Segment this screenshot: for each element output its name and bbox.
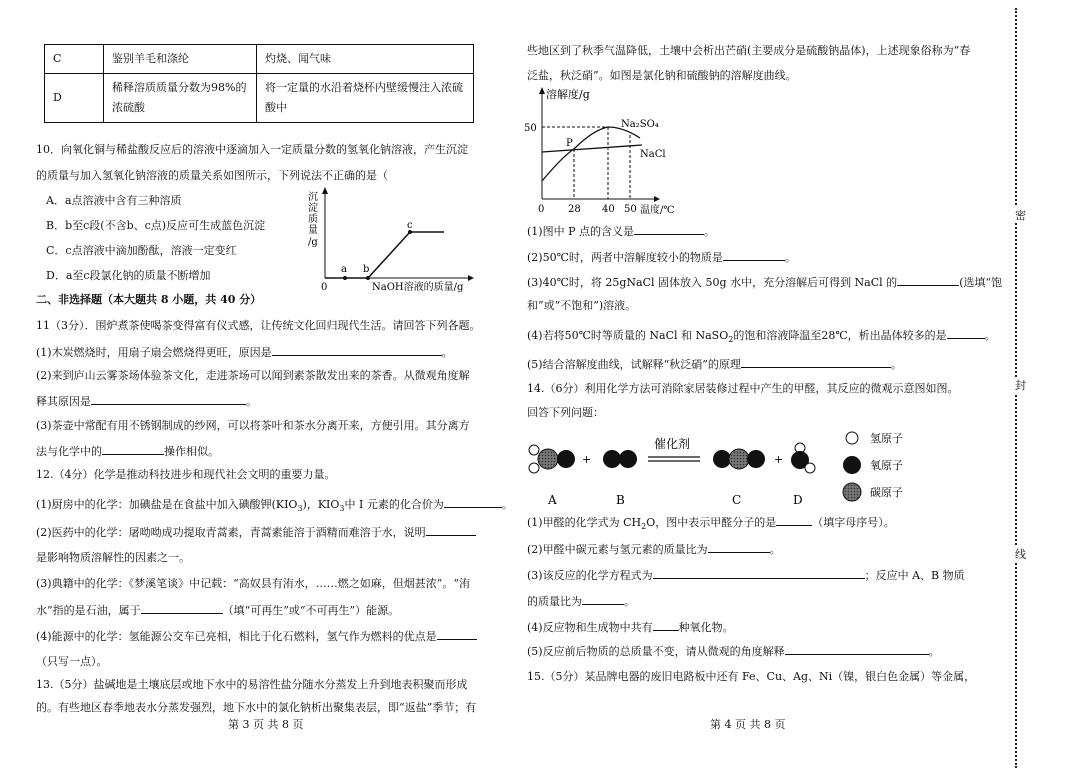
- table-cell: [257, 74, 474, 123]
- q14-part2-text: (2)甲醛中碳元素与氢元素的质量比为: [527, 543, 708, 556]
- q10-stem-line2: 的质量与加入氢氧化钠溶液的质量关系如图所示，下列说法不正确的是（: [36, 169, 388, 182]
- oxygen-legend-icon: [843, 456, 861, 474]
- nacl-curve: [542, 145, 642, 152]
- answer-blank[interactable]: [426, 525, 476, 536]
- q14-part4: [527, 620, 734, 635]
- x-axis-arrow: [654, 196, 660, 202]
- q11-part3-text-end: 操作相似。: [164, 445, 219, 458]
- answer-blank[interactable]: [947, 328, 985, 339]
- q13-stem-line4: 泛盐，秋泛硝”。如图是氯化钠和硫酸钠的溶解度曲线。: [527, 69, 797, 82]
- x-axis-label: 温度/℃: [640, 205, 675, 216]
- y-axis-arrow: [539, 87, 545, 94]
- q14-part2: (2)甲醛中碳元素与氢元素的质量比为 。: [527, 543, 781, 556]
- answer-blank[interactable]: [582, 594, 624, 605]
- answer-blank[interactable]: [102, 444, 164, 455]
- page-footer-right: 第 4 页 共 8 页: [710, 718, 786, 731]
- na2so4-curve: [542, 127, 640, 181]
- section-2-title: 二、非选择题（本大题共 8 小题，共 40 分）: [36, 293, 262, 306]
- table-cell: C: [45, 45, 104, 74]
- binding-char-seal2: 封: [1015, 379, 1026, 392]
- q13-part5: (5)结合溶解度曲线，试解释“秋泛硝”的原理 。: [527, 358, 902, 371]
- answer-blank[interactable]: [785, 644, 929, 655]
- q10-option-d: D．a至c段氯化钠的质量不断增加: [46, 269, 211, 282]
- carbon-legend-icon: [843, 483, 861, 501]
- q14-part1-text: (1)甲醛的化学式为 CH: [527, 516, 642, 529]
- point-b: [366, 276, 370, 280]
- q15-stem: 15.（5分）某品牌电器的废旧电路板中还有 Fe、Cu、Ag、Ni（镍，银白色金属）等金属，: [527, 670, 976, 683]
- table-cell: [104, 74, 257, 123]
- q11-part3-line2: [36, 444, 219, 459]
- answer-blank[interactable]: [437, 629, 477, 640]
- q13-stem-line1: 13.（5分）盐碱地是土壤底层或地下水中的易溶性盐分随水分蒸发上升到地表积聚而形成: [36, 678, 468, 691]
- nacl-label: NaCl: [640, 149, 666, 160]
- origin-label: 0: [321, 282, 328, 293]
- q12-part4-text: (4)能源中的化学：氢能源公交车已亮相，相比于化石燃料，氢气作为燃料的优点是: [36, 630, 437, 643]
- cell-line: 酸中: [265, 101, 287, 114]
- oxygen-atom-icon: [557, 450, 575, 468]
- q14-part3-text-end: ；反应中 A、B 物质: [864, 569, 965, 582]
- q12-part1-text-mid: )，KIO: [302, 498, 340, 511]
- answer-blank[interactable]: [272, 345, 442, 356]
- q14-part1: (1)甲醛的化学式为 $CH_2O$，图中表示甲醛分子的是 （填字母序号）。: [527, 516, 895, 532]
- q13-part1: (1)图中 P 点的含义是 。: [527, 225, 715, 238]
- q14-part1-text-mid: O，图中表示甲醛分子的是: [646, 516, 777, 529]
- q13-part4-text-end: 的饱和溶液降温至28℃，析出晶体较多的是: [733, 329, 947, 342]
- na2so4-label: Na₂SO₄: [621, 119, 659, 130]
- hydrogen-atom-icon: [529, 463, 539, 473]
- q11-stem: 11（3分）．围炉煮茶使喝茶变得富有仪式感，让传统文化回归现代生活。请回答下列各题。: [36, 319, 481, 332]
- hydrogen-atom-icon: [805, 463, 815, 473]
- q13-part4-text: (4)若将50℃时等质量的 NaCl 和 NaSO: [527, 329, 729, 342]
- x-tick-28: 28: [568, 204, 581, 215]
- answer-blank[interactable]: [708, 542, 770, 553]
- x-axis-label: NaOH溶液的质量/g: [372, 282, 464, 293]
- q10-option-b: B．b至c段(不含b、c点)反应可生成蓝色沉淀: [46, 219, 266, 232]
- q13-stem-line3: 些地区到了秋季气温降低，土壤中会析出芒硝(主要成分是硫酸钠晶体)，上述现象俗称为“春: [527, 44, 971, 57]
- point-p-label: P: [566, 138, 573, 149]
- q13-stem-line2: 的。有些地区春季地表水分蒸发强烈，地下水中的氯化钠析出聚集表层，即“返盐”季节；有: [36, 701, 477, 714]
- answer-blank[interactable]: [723, 250, 785, 261]
- hydrogen-atom-icon: [529, 445, 539, 455]
- answer-blank[interactable]: [634, 224, 704, 235]
- answer-blank[interactable]: [776, 515, 812, 526]
- q14-part5: (5)反应前后物质的总质量不变，请从微观的角度解释 。: [527, 645, 940, 658]
- q14-part4-text-end: 种氧化物。: [678, 621, 734, 634]
- q10-option-a: A．a点溶液中含有三种溶质: [46, 194, 182, 207]
- label-c: c: [407, 220, 413, 231]
- carbon-atom-icon: [538, 449, 558, 469]
- q13-part3-text-end: (选填“饱: [959, 276, 1003, 289]
- q11-part3-text: 法与化学中的: [36, 445, 102, 458]
- oxygen-atom-icon: [713, 450, 731, 468]
- carbon-atom-icon: [729, 449, 749, 469]
- q13-part3-line1: [527, 275, 1002, 290]
- binding-char-line: 线: [1015, 548, 1026, 561]
- solubility-curve-graph: [518, 86, 688, 218]
- y-axis-arrow: [322, 187, 328, 194]
- q14-part1-text-end: （填字母序号）。: [812, 516, 895, 529]
- x-axis-arrow: [468, 275, 474, 281]
- q12-part2-line2: 是影响物质溶解性的因素之一。: [36, 551, 190, 564]
- q13-part3-line2: 和”或“不饱和”)溶液。: [527, 299, 637, 312]
- table-row: [45, 45, 474, 74]
- q12-part3-text: 水”指的是石油，属于: [36, 604, 141, 617]
- q14-stem-line2: 回答下列问题：: [527, 406, 604, 419]
- question-9-table: [44, 44, 474, 123]
- q14-part3-line1: [527, 568, 965, 583]
- q10-option-c: C．c点溶液中滴加酚酞，溶液一定变红: [46, 244, 237, 257]
- q12-part2-text: (2)医药中的化学：屠呦呦成功提取青蒿素，青蒿素能溶于酒精而难溶于水，说明: [36, 526, 426, 539]
- oxygen-atom-icon: [603, 450, 621, 468]
- q12-part3-line2: [36, 603, 399, 618]
- q11-part2-line2: 释其原因是 。: [36, 395, 257, 408]
- table-row: [45, 74, 474, 123]
- answer-blank[interactable]: [141, 603, 223, 614]
- q14-part5-text: (5)反应前后物质的总质量不变，请从微观的角度解释: [527, 645, 785, 658]
- q10-precipitate-graph: [300, 186, 480, 294]
- label-a: a: [341, 264, 347, 275]
- cell-line: 将一定量的水沿着烧杯内壁缓慢注入浓硫: [265, 81, 463, 94]
- binding-char-seal: 密: [1015, 209, 1026, 222]
- legend-carbon: 碳原子: [870, 486, 903, 499]
- answer-blank[interactable]: [741, 357, 891, 368]
- q13-part1-text: (1)图中 P 点的含义是: [527, 225, 634, 238]
- q14-part4-text: (4)反应物和生成物中共有: [527, 621, 653, 634]
- answer-blank[interactable]: [653, 620, 679, 631]
- q13-part2: (2)50℃时，两者中溶解度较小的物质是 。: [527, 251, 796, 264]
- oxygen-atom-icon: [747, 450, 765, 468]
- y-tick-50: 50: [524, 123, 537, 134]
- y-label-char: /g: [308, 237, 318, 248]
- y-label-char: 淀: [308, 203, 318, 214]
- answer-blank[interactable]: [91, 394, 246, 405]
- hydrogen-legend-icon: [846, 432, 858, 444]
- label-b: b: [363, 264, 370, 275]
- y-label-char: 量: [308, 225, 318, 236]
- formaldehyde-reaction-diagram: [520, 424, 920, 508]
- plus-sign: +: [582, 453, 592, 466]
- q12-stem: 12.（4分）化学是推动科技进步和现代社会文明的重要力量。: [36, 468, 336, 481]
- answer-blank[interactable]: [444, 497, 502, 508]
- cell-line: 稀释溶质质量分数为98%的: [112, 81, 247, 94]
- answer-blank[interactable]: [897, 275, 959, 286]
- q13-part2-text: (2)50℃时，两者中溶解度较小的物质是: [527, 251, 723, 264]
- molecule-label-b: B: [616, 493, 625, 507]
- table-cell: D: [45, 74, 104, 123]
- q11-part2-text: 释其原因是: [36, 395, 91, 408]
- q11-part1-text: (1)木炭燃烧时，用扇子扇会燃烧得更旺，原因是: [36, 346, 272, 359]
- q12-part2-line1: [36, 525, 476, 540]
- answer-blank[interactable]: [653, 568, 865, 579]
- x-tick-50: 50: [624, 204, 637, 215]
- q10-stem-line1: 10．向氧化铜与稀盐酸反应后的溶液中逐滴加入一定质量分数的氢氧化钠溶液，产生沉淀: [36, 143, 468, 156]
- q14-part3-text: (3)该反应的化学方程式为: [527, 569, 653, 582]
- q11-part2-line1: (2)来到庐山云雾茶场体验茶文化，走进茶场可以闻到素茶散发出来的茶香。从微观角度解: [36, 369, 470, 382]
- oxygen-atom-icon: [619, 450, 637, 468]
- q11-part1: (1)木炭燃烧时，用扇子扇会燃烧得更旺，原因是 。: [36, 346, 453, 359]
- y-label-char: 质: [308, 214, 318, 225]
- q12-part3-line1: (3)典籍中的化学：《梦溪笔谈》中记载：“高奴县有洧水，……燃之如麻，但烟甚浓”。“洧: [36, 577, 470, 590]
- cell-line: 浓硫酸: [112, 101, 145, 114]
- q12-part1-text-end: 中 I 元素的化合价为: [344, 498, 444, 511]
- page-footer-left: 第 3 页 共 8 页: [228, 718, 304, 731]
- q12-part1: (1)厨房中的化学：加碘盐是在食盐中加入碘酸钾$(KIO_3)$，$KIO_3$中 I 元素的化合价为 。: [36, 498, 513, 514]
- y-label-char: 沉: [308, 192, 318, 203]
- q13-part4: (4)若将50℃时等质量的 NaCl 和 NaSO$_2$的饱和溶液降温至28℃，析出晶体较多的是 。: [527, 329, 996, 345]
- q14-part3-line2: 的质量比为 。: [527, 595, 635, 608]
- molecule-label-c: C: [732, 493, 742, 507]
- q12-part3-text-end: （填“可再生”或“不可再生”）能源。: [222, 604, 400, 617]
- legend-hydrogen: 氢原子: [870, 432, 903, 445]
- table-cell: 灼烧、闻气味: [257, 45, 474, 74]
- molecule-label-a: A: [548, 493, 557, 507]
- table-cell: 鉴别羊毛和涤纶: [104, 45, 257, 74]
- q13-part3-text: (3)40℃时，将 25gNaCl 固体放入 50g 水中，充分溶解后可得到 NaCl 的: [527, 276, 898, 289]
- q14-part3-text-2: 的质量比为: [527, 595, 582, 608]
- plus-sign: +: [774, 453, 784, 466]
- legend-oxygen: 氧原子: [870, 459, 903, 472]
- q14-stem-line1: 14.（6分）利用化学方法可消除家居装修过程中产生的甲醛，其反应的微观示意图如图。: [527, 382, 959, 395]
- q13-part5-text: (5)结合溶解度曲线，试解释“秋泛硝”的原理: [527, 358, 741, 371]
- q12-part4-line1: [36, 629, 477, 644]
- point-a: [343, 276, 347, 280]
- catalyst-label: 催化剂: [654, 437, 691, 451]
- q12-part1-text: (1)厨房中的化学：加碘盐是在食盐中加入碘酸钾(KIO: [36, 498, 298, 511]
- x-tick-40: 40: [602, 204, 615, 215]
- x-tick-0: 0: [538, 204, 545, 215]
- q12-part4-line2: （只写一点）。: [36, 655, 108, 668]
- q11-part3-line1: (3)茶壶中常配有用不锈钢制成的纱网，可以将茶叶和茶水分离开来，方便引用。其分离方: [36, 419, 470, 432]
- y-axis-label: 溶解度/g: [546, 88, 590, 101]
- molecule-label-d: D: [793, 493, 803, 507]
